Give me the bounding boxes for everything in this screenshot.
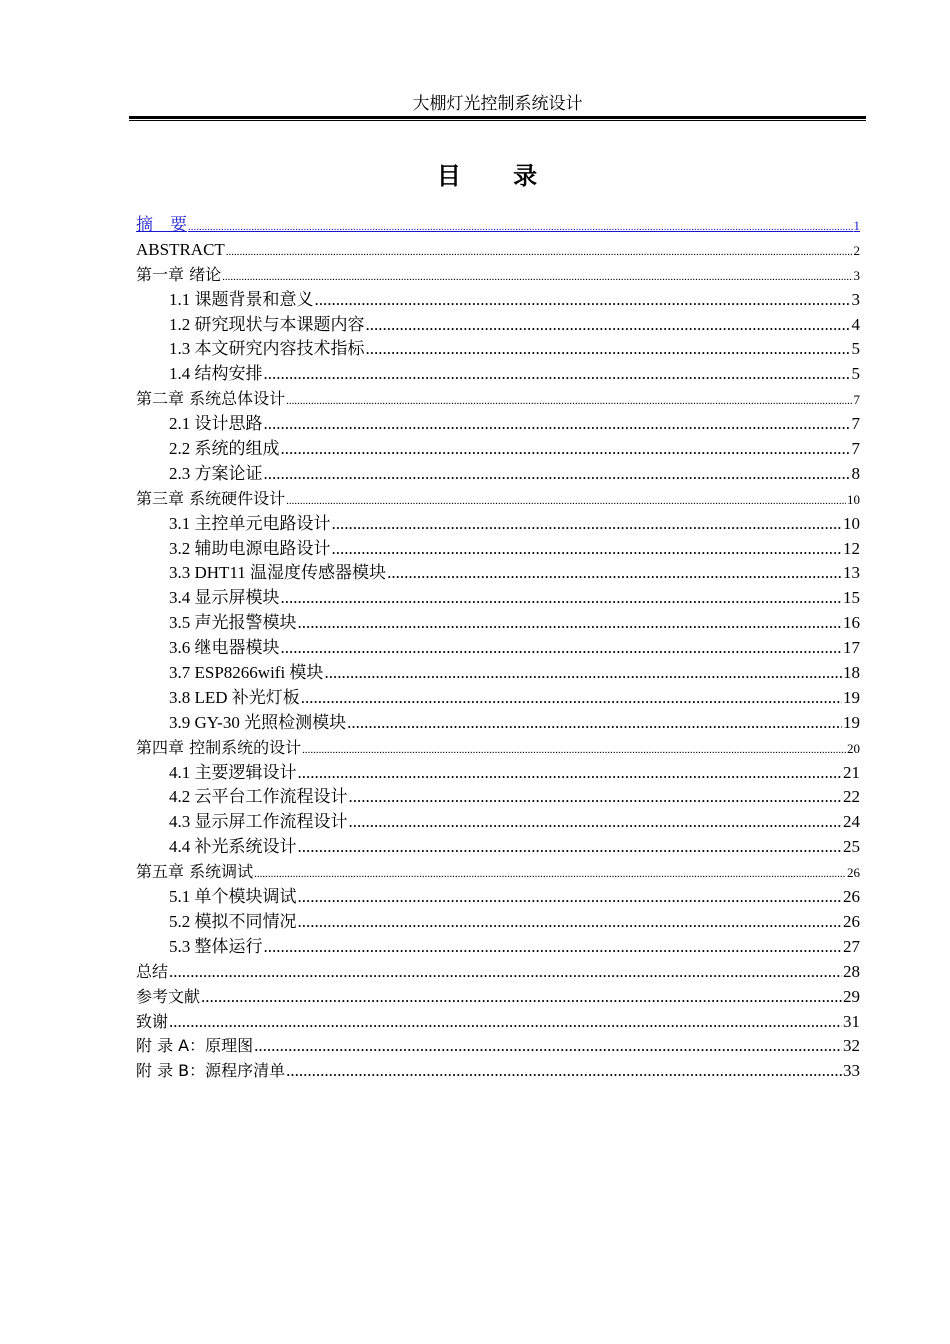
toc-entry-label: 3.7 ESP8266wifi 模块	[169, 663, 324, 683]
toc-entry-label: 第一章 绪论	[136, 264, 222, 284]
toc-entry-page: 33	[843, 1061, 860, 1081]
toc-entry-label: 4.4 补光系统设计	[169, 837, 297, 857]
toc-entry[interactable]	[136, 313, 860, 338]
toc-leader-dots	[286, 389, 852, 414]
toc-entry-page: 2	[853, 242, 860, 258]
toc-entry-label: 4.2 云平台工作流程设计	[169, 787, 348, 807]
toc-entry-page: 10	[847, 491, 860, 507]
toc-entry-label: 1.2 研究现状与本课题内容	[169, 314, 365, 334]
toc-leader-dots	[298, 885, 843, 910]
toc-entry-page: 12	[843, 538, 860, 558]
toc-entry-label: 总结	[136, 961, 169, 981]
toc-entry-page: 3	[851, 289, 860, 309]
toc-leader-dots	[332, 512, 843, 537]
toc-entry[interactable]	[136, 537, 860, 562]
toc-leader-dots	[298, 835, 843, 860]
toc-entry[interactable]	[136, 1010, 860, 1035]
toc-entry-page: 3	[853, 267, 860, 283]
toc-entry-page: 7	[851, 439, 860, 459]
toc-leader-dots	[254, 862, 846, 887]
toc-leader-dots	[201, 985, 842, 1010]
toc-leader-dots	[226, 240, 853, 265]
toc-entry-label: 3.3 DHT11 温湿度传感器模块	[169, 563, 387, 583]
toc-leader-dots	[298, 910, 843, 935]
toc-entry[interactable]	[136, 561, 860, 586]
toc-leader-dots	[324, 661, 842, 686]
header-rule-thick	[129, 116, 866, 119]
toc-entry-page: 13	[843, 563, 860, 583]
toc-entry[interactable]	[136, 910, 860, 935]
toc-leader-dots	[302, 738, 846, 763]
toc-entry-label: 3.8 LED 补光灯板	[169, 687, 300, 707]
toc-entry-page: 28	[843, 961, 860, 981]
toc-entry-label: 3.9 GY-30 光照检测模块	[169, 712, 347, 732]
toc-entry-page: 10	[843, 513, 860, 533]
toc-entry-label: 3.5 声光报警模块	[169, 613, 297, 633]
toc-entry-page: 18	[843, 663, 860, 683]
toc-entry-label: 致谢	[136, 1011, 169, 1031]
toc-leader-dots	[264, 935, 843, 960]
toc-entry[interactable]	[136, 238, 860, 263]
toc-entry-label: 3.1 主控单元电路设计	[169, 513, 331, 533]
toc-leader-dots	[349, 810, 843, 835]
toc-entry-page: 20	[847, 740, 860, 756]
toc-entry-page: 26	[843, 887, 860, 907]
toc-entry-label: 2.2 系统的组成	[169, 439, 280, 459]
toc-entry-label: 第四章 控制系统的设计	[136, 737, 302, 757]
toc-entry-label: 3.4 显示屏模块	[169, 588, 280, 608]
toc-entry-page: 32	[843, 1036, 860, 1056]
toc-entry-label: 第五章 系统调试	[136, 862, 254, 882]
toc-leader-dots	[332, 537, 843, 562]
toc-entry-label: 附 录 B：源程序清单	[136, 1061, 286, 1081]
toc-entry[interactable]	[136, 885, 860, 910]
toc-entry-page: 16	[843, 613, 860, 633]
toc-entry[interactable]	[136, 611, 860, 636]
toc-leader-dots	[366, 337, 851, 362]
toc-leader-dots	[286, 489, 846, 514]
header-rule-thin	[129, 120, 866, 121]
toc-entry[interactable]	[136, 487, 860, 512]
toc-entry[interactable]	[136, 711, 860, 736]
toc-entry-page: 25	[843, 837, 860, 857]
toc-leader-dots	[169, 960, 842, 985]
toc-entry[interactable]	[136, 288, 860, 313]
toc-entry-label: ABSTRACT	[136, 239, 225, 259]
toc-entry-page: 24	[843, 812, 860, 832]
toc-entry-page: 27	[843, 936, 860, 956]
toc-entry-page: 31	[843, 1011, 860, 1031]
toc-entry-page: 1	[853, 218, 860, 233]
toc-entry[interactable]	[136, 985, 860, 1010]
toc-entry-page: 5	[851, 364, 860, 384]
toc-entry[interactable]	[136, 810, 860, 835]
toc-entry-label: 4.1 主要逻辑设计	[169, 762, 297, 782]
toc-entry[interactable]	[136, 935, 860, 960]
toc-entry-page: 8	[851, 463, 860, 483]
toc-entry[interactable]	[136, 960, 860, 985]
toc-entry-label: 4.3 显示屏工作流程设计	[169, 812, 348, 832]
toc-entry[interactable]	[136, 437, 860, 462]
toc-entry[interactable]	[136, 736, 860, 761]
toc-entry[interactable]	[136, 412, 860, 437]
toc-entry[interactable]	[136, 1034, 860, 1059]
toc-leader-dots	[281, 586, 843, 611]
toc-leader-dots	[264, 462, 851, 487]
toc-entry-label: 第二章 系统总体设计	[136, 389, 286, 409]
toc-entry-page: 19	[843, 687, 860, 707]
toc-entry[interactable]	[136, 362, 860, 387]
toc-entry[interactable]	[136, 512, 860, 537]
toc-entry-page: 7	[851, 414, 860, 434]
toc-leader-dots	[298, 611, 843, 636]
toc-entry-label: 1.1 课题背景和意义	[169, 289, 314, 309]
toc-entry[interactable]	[136, 1059, 860, 1084]
toc-leader-dots	[298, 761, 843, 786]
toc-entry-label: 第三章 系统硬件设计	[136, 488, 286, 508]
toc-entry-page: 4	[851, 314, 860, 334]
toc-leader-dots	[264, 412, 851, 437]
toc-entry-label: 1.3 本文研究内容技术指标	[169, 339, 365, 359]
toc-entry-page: 26	[847, 865, 860, 881]
toc-entry-page: 5	[851, 339, 860, 359]
toc-entry-label: 参考文献	[136, 986, 201, 1006]
toc-entry-label: 3.2 辅助电源电路设计	[169, 538, 331, 558]
toc-entry-page: 29	[843, 986, 860, 1006]
toc-leader-dots	[347, 711, 842, 736]
toc-leader-dots	[281, 636, 843, 661]
toc-entry[interactable]	[136, 263, 860, 288]
toc-entry-label: 5.1 单个模块调试	[169, 887, 297, 907]
running-header: 大棚灯光控制系统设计	[412, 94, 583, 113]
toc-leader-dots	[169, 1010, 842, 1035]
toc-entry[interactable]	[136, 586, 860, 611]
toc-entry-page: 17	[843, 638, 860, 658]
toc-entry-page: 19	[843, 712, 860, 732]
toc-entry[interactable]	[136, 213, 860, 238]
toc-entry[interactable]	[136, 785, 860, 810]
toc-entry-label: 5.2 模拟不同情况	[169, 911, 297, 931]
toc-entry-page: 26	[843, 911, 860, 931]
toc-entry[interactable]	[136, 860, 860, 885]
toc-leader-dots	[188, 215, 853, 240]
toc-entry[interactable]	[136, 661, 860, 686]
page-title: 目 录	[436, 162, 560, 190]
toc-entry[interactable]	[136, 387, 860, 412]
toc-entry-label: 5.3 整体运行	[169, 936, 263, 956]
toc-entry-page: 21	[843, 762, 860, 782]
table-of-contents	[136, 213, 860, 1084]
toc-entry[interactable]	[136, 761, 860, 786]
toc-entry-label: 2.1 设计思路	[169, 414, 263, 434]
toc-leader-dots	[387, 561, 842, 586]
toc-entry[interactable]	[136, 636, 860, 661]
toc-leader-dots	[349, 785, 843, 810]
toc-entry-page: 7	[853, 392, 860, 408]
toc-entry-label: 2.3 方案论证	[169, 463, 263, 483]
toc-leader-dots	[315, 288, 851, 313]
toc-leader-dots	[301, 686, 842, 711]
toc-entry[interactable]	[136, 337, 860, 362]
toc-entry-label: 摘 要	[136, 215, 187, 234]
toc-entry-label: 1.4 结构安排	[169, 364, 263, 384]
toc-leader-dots	[366, 313, 851, 338]
toc-entry-label: 附 录 A：原理图	[136, 1036, 254, 1056]
toc-leader-dots	[264, 362, 851, 387]
toc-leader-dots	[222, 265, 852, 290]
toc-entry[interactable]	[136, 686, 860, 711]
toc-leader-dots	[286, 1059, 842, 1084]
toc-entry-page: 15	[843, 588, 860, 608]
toc-leader-dots	[281, 437, 851, 462]
toc-entry-page: 22	[843, 787, 860, 807]
toc-entry[interactable]	[136, 462, 860, 487]
toc-entry[interactable]	[136, 835, 860, 860]
toc-leader-dots	[254, 1034, 842, 1059]
toc-entry-label: 3.6 继电器模块	[169, 638, 280, 658]
